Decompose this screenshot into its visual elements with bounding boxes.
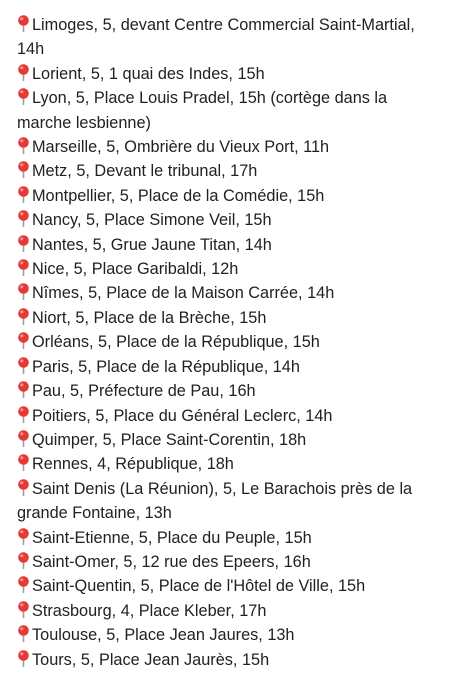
round-pushpin-icon xyxy=(17,601,30,618)
list-item-text: Montpellier, 5, Place de la Comédie, 15h xyxy=(32,186,325,205)
list-item xyxy=(17,257,445,281)
list-item xyxy=(17,208,445,232)
list-item-text: Limoges, 5, devant Centre Commercial Saint-Martial, 14h xyxy=(17,16,415,59)
round-pushpin-icon xyxy=(17,283,30,300)
list-item-text: Toulouse, 5, Place Jean Jaures, 13h xyxy=(32,626,295,645)
round-pushpin-icon xyxy=(17,210,30,227)
list-item xyxy=(17,550,445,574)
list-item-text: Orléans, 5, Place de la République, 15h xyxy=(32,333,320,352)
round-pushpin-icon xyxy=(17,15,30,32)
list-item xyxy=(17,184,445,208)
list-item-text: Strasbourg, 4, Place Kleber, 17h xyxy=(32,601,267,620)
list-item-text: Niort, 5, Place de la Brèche, 15h xyxy=(32,308,267,327)
list-item xyxy=(17,623,445,647)
list-item xyxy=(17,62,445,86)
list-item xyxy=(17,452,445,476)
round-pushpin-icon xyxy=(17,308,30,325)
list-item-text: Tours, 5, Place Jean Jaurès, 15h xyxy=(32,650,270,669)
list-item xyxy=(17,13,445,62)
round-pushpin-icon xyxy=(17,406,30,423)
list-item xyxy=(17,526,445,550)
round-pushpin-icon xyxy=(17,357,30,374)
list-item-text: Nîmes, 5, Place de la Maison Carrée, 14h xyxy=(32,284,335,303)
round-pushpin-icon xyxy=(17,64,30,81)
list-item xyxy=(17,599,445,623)
round-pushpin-icon xyxy=(17,454,30,471)
list-item-text: Metz, 5, Devant le tribunal, 17h xyxy=(32,162,258,181)
list-item xyxy=(17,355,445,379)
list-item-text: Nancy, 5, Place Simone Veil, 15h xyxy=(32,211,272,230)
list-item-text: Saint-Quentin, 5, Place de l'Hôtel de Ville, 15h xyxy=(32,577,366,596)
list-item xyxy=(17,281,445,305)
event-list xyxy=(17,13,445,672)
round-pushpin-icon xyxy=(17,88,30,105)
list-item xyxy=(17,404,445,428)
list-item xyxy=(17,379,445,403)
round-pushpin-icon xyxy=(17,479,30,496)
list-item xyxy=(17,159,445,183)
list-item xyxy=(17,86,445,135)
list-item-text: Lorient, 5, 1 quai des Indes, 15h xyxy=(32,64,265,83)
list-item-text: Nice, 5, Place Garibaldi, 12h xyxy=(32,260,239,279)
list-item-text: Saint-Omer, 5, 12 rue des Epeers, 16h xyxy=(32,552,311,571)
round-pushpin-icon xyxy=(17,625,30,642)
round-pushpin-icon xyxy=(17,259,30,276)
list-item xyxy=(17,428,445,452)
round-pushpin-icon xyxy=(17,137,30,154)
list-item xyxy=(17,648,445,672)
round-pushpin-icon xyxy=(17,332,30,349)
list-item xyxy=(17,477,445,526)
list-item-text: Pau, 5, Préfecture de Pau, 16h xyxy=(32,382,256,401)
list-item-text: Rennes, 4, République, 18h xyxy=(32,455,234,474)
list-item-text: Saint Denis (La Réunion), 5, Le Barachois près de la grande Fontaine, 13h xyxy=(17,479,413,523)
round-pushpin-icon xyxy=(17,552,30,569)
list-item-text: Saint-Etienne, 5, Place du Peuple, 15h xyxy=(32,528,312,547)
round-pushpin-icon xyxy=(17,528,30,545)
list-item xyxy=(17,306,445,330)
round-pushpin-icon xyxy=(17,430,30,447)
list-item xyxy=(17,135,445,159)
round-pushpin-icon xyxy=(17,235,30,252)
list-item-text: Paris, 5, Place de la République, 14h xyxy=(32,357,300,376)
list-item xyxy=(17,330,445,354)
list-item xyxy=(17,574,445,598)
list-item-text: Quimper, 5, Place Saint-Corentin, 18h xyxy=(32,430,307,449)
list-item-text: Marseille, 5, Ombrière du Vieux Port, 11h xyxy=(32,138,330,157)
list-item xyxy=(17,233,445,257)
list-item-text: Nantes, 5, Grue Jaune Titan, 14h xyxy=(32,235,272,254)
list-item-text: Lyon, 5, Place Louis Pradel, 15h (cortège dans la marche lesbienne) xyxy=(17,89,388,132)
round-pushpin-icon xyxy=(17,381,30,398)
round-pushpin-icon xyxy=(17,650,30,667)
round-pushpin-icon xyxy=(17,186,30,203)
round-pushpin-icon xyxy=(17,161,30,178)
list-item-text: Poitiers, 5, Place du Général Leclerc, 14h xyxy=(32,406,333,425)
round-pushpin-icon xyxy=(17,576,30,593)
